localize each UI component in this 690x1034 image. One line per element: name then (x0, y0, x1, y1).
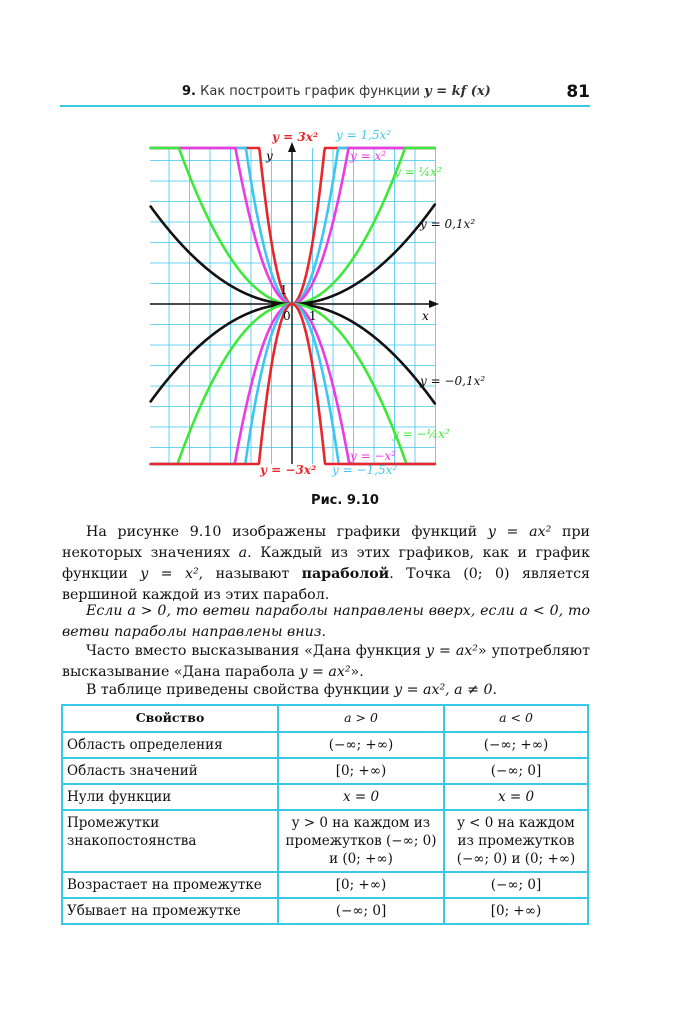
p3-formula-a: y = ax² (426, 643, 478, 659)
figure-caption: Рис. 9.10 (311, 493, 379, 508)
section-formula: y = kf (x) (424, 84, 491, 99)
table-cell: x = 0 (444, 784, 588, 810)
p3-formula-b: y = ax² (299, 664, 351, 680)
label-y-neg-1-5x2: y = −1,5x² (332, 463, 398, 477)
table-cell: [0; +∞) (278, 872, 444, 898)
axis-y-label: y (266, 149, 273, 163)
p1-text-b: при некоторых значениях (62, 524, 590, 561)
table-cell: (−∞; 0] (444, 872, 588, 898)
table-row (62, 872, 588, 898)
y-tick-1: 1 (280, 283, 288, 297)
label-y-quarter-x2: y = ¼x² (394, 165, 442, 179)
x-tick-1: 1 (309, 309, 317, 323)
p4-text-a: В таблице приведены свойства функции (86, 682, 395, 698)
properties-table (61, 704, 589, 925)
p3-text-b: » употребляют высказывание «Дана парабола (62, 643, 590, 680)
p1-text-c: . Каждый из этих графиков, как и график функции (62, 545, 590, 582)
header-rule (60, 105, 590, 107)
parabola-y-3x- (151, 148, 435, 304)
axis-x-label: x (422, 309, 429, 323)
table-cell: (−∞; 0] (278, 898, 444, 924)
label-y-0-1x2: y = 0,1x² (420, 217, 476, 231)
paragraph-1 (62, 522, 590, 606)
table-cell: y < 0 на каждом из промежутков (−∞; 0) и (0; +∞) (444, 810, 588, 872)
parabola-y-1-5x- (151, 148, 435, 304)
table-cell: y > 0 на каждом из промежутков (−∞; 0) и (0; +∞) (278, 810, 444, 872)
table-cell: x = 0 (278, 784, 444, 810)
table-header: a < 0 (444, 705, 588, 732)
p1-text-d: , называют (198, 566, 302, 582)
page-number: 81 (566, 82, 590, 102)
table-row (62, 732, 588, 758)
table-cell: Нули функции (62, 784, 278, 810)
p4-text-b: . (492, 682, 498, 698)
table-cell: (−∞; +∞) (278, 732, 444, 758)
paragraph-3 (62, 641, 590, 683)
section-title: Как построить график функции (200, 84, 421, 99)
table-header: a > 0 (278, 705, 444, 732)
table-cell: Убывает на промежутке (62, 898, 278, 924)
parabola-y-0-1x- (151, 304, 435, 403)
table-cell: Область значений (62, 758, 278, 784)
parabola-y-x- (151, 148, 435, 304)
table-cell: [0; +∞) (278, 758, 444, 784)
label-y-3x2: y = 3x² (272, 130, 319, 144)
p1-term-parabola: параболой (301, 566, 390, 582)
label-y-neg-0-1x2: y = −0,1x² (420, 374, 486, 388)
table-header-row (62, 705, 588, 732)
parabola-curves (151, 148, 435, 464)
label-y-neg-x2: y = −x² (350, 449, 397, 463)
label-y-x2: y = x² (350, 149, 387, 163)
table-cell: [0; +∞) (444, 898, 588, 924)
paragraph-4 (62, 680, 590, 701)
label-y-neg-3x2: y = −3x² (260, 463, 317, 477)
paragraph-2 (62, 601, 590, 643)
origin-label: 0 (283, 309, 291, 323)
p1-formula-b: y = x² (140, 566, 199, 582)
page-header (60, 80, 590, 106)
table-cell: Промежутки знакопостоянства (62, 810, 278, 872)
table-cell: Возрастает на промежутке (62, 872, 278, 898)
x-axis-arrow (429, 300, 439, 308)
p3-text-a: Часто вместо высказывания «Дана функция (86, 643, 427, 659)
header-title (182, 84, 491, 99)
table-cell: (−∞; +∞) (444, 732, 588, 758)
table-row (62, 810, 588, 872)
parabola-figure (120, 122, 486, 477)
grid (150, 148, 436, 464)
p1-var-a: a (238, 545, 248, 561)
section-number: 9. (182, 84, 196, 99)
table-header: Свойство (62, 705, 278, 732)
label-y-neg-quarter-x2: y = −¼x² (392, 427, 450, 441)
p1-text-e: . Точка (0; 0) является вершиной каждой из этих парабол. (62, 566, 590, 603)
table-row (62, 758, 588, 784)
p2-rule: Если a > 0, то ветви параболы направлены вверх, если a < 0, то ветви параболы направлены вниз. (62, 603, 590, 640)
p1-text-a: На рисунке 9.10 изображены графики функций (86, 524, 488, 540)
table-row (62, 784, 588, 810)
table-cell: Область определения (62, 732, 278, 758)
p1-formula-a: y = ax² (487, 524, 552, 540)
table-row (62, 898, 588, 924)
label-y-1-5x2: y = 1,5x² (336, 128, 392, 142)
parabola-y-0-1x- (151, 205, 435, 304)
p3-text-c: ». (350, 664, 364, 680)
parabola-y-x- (151, 148, 435, 304)
table-cell: (−∞; 0] (444, 758, 588, 784)
p4-formula: y = ax², a ≠ 0 (394, 682, 493, 698)
